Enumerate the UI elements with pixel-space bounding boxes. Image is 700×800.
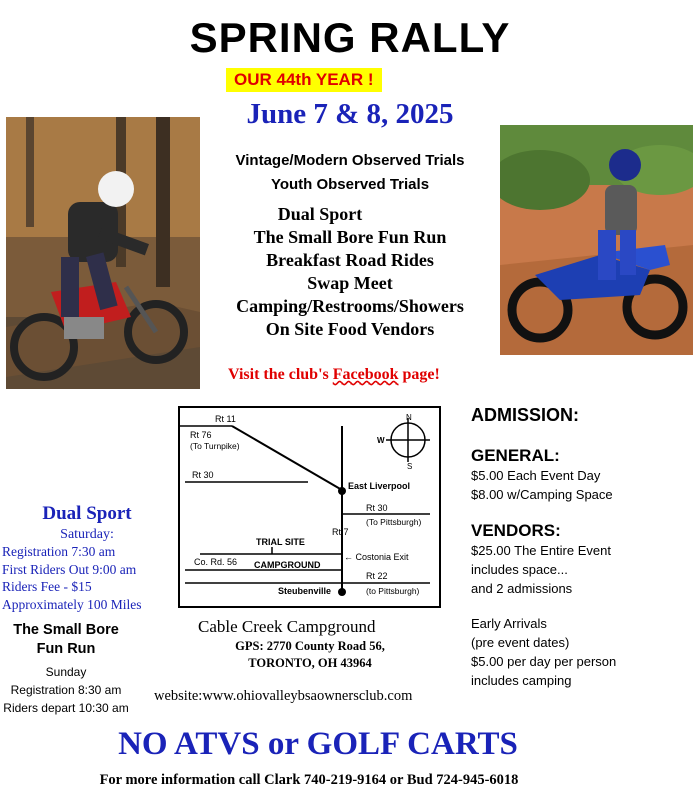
general-line: $8.00 w/Camping Space [471,487,613,502]
dual-sport-line: Registration 7:30 am [2,544,116,559]
compass-s: S [407,462,413,471]
event-item: Breakfast Road Rides [266,250,434,270]
small-bore-section [0,621,132,717]
small-bore-day: Sunday [45,665,87,679]
directions-map [178,406,441,608]
website-link[interactable]: website:www.ohiovalleybsaownersclub.com [154,688,413,704]
small-bore-line: Registration 8:30 am [10,683,122,697]
general-line: $5.00 Each Event Day [471,468,601,483]
early-line: Early Arrivals [471,616,547,631]
admission-heading: ADMISSION: [471,405,579,425]
trials-list [205,149,495,197]
compass-w: W [377,436,385,445]
vendors-line: includes space... [471,562,568,577]
anniversary-badge: OUR 44th YEAR ! [226,68,382,92]
early-line: includes camping [471,673,572,688]
map-rt11: Rt 11 [215,414,236,424]
compass-icon [377,413,430,471]
facebook-link[interactable]: Facebook [332,366,399,383]
map-rt22: Rt 22 [366,571,388,581]
event-item: Swap Meet [307,273,393,293]
dual-sport-line: Riders Fee - $15 [2,579,92,594]
admission-section [471,405,691,690]
map-costonia-exit-label: Costonia Exit [355,552,409,562]
dual-sport-line: Approximately 100 Miles [2,596,142,612]
map-costonia-exit: ← Costonia Exit [344,552,409,562]
map-trial-site: TRIAL SITE [256,537,305,547]
map-rt76: Rt 76 [190,430,212,440]
gps-line: GPS: 2770 County Road 56, [235,639,385,653]
dual-sport-day: Saturday: [60,527,114,542]
map-to-pittsburgh-2: (to Pittsburgh) [366,586,420,596]
city-line: TORONTO, OH 43964 [248,656,372,670]
dual-sport-line: First Riders Out 9:00 am [2,561,137,577]
events-list [200,203,500,341]
vendors-heading: VENDORS: [471,521,561,540]
map-rt7: Rt 7 [332,527,349,537]
facebook-prefix: Visit the club's [228,366,333,383]
trials-rider-photo [6,117,200,389]
dual-sport-section [2,503,172,613]
small-bore-heading: The Small Bore [13,622,119,638]
facebook-suffix: page! [398,366,440,383]
gps-address [205,638,415,672]
dual-sport-heading: Dual Sport [42,503,132,524]
facebook-line [228,366,440,384]
map-rt30-right: Rt 30 [366,503,388,513]
general-heading: GENERAL: [471,446,560,465]
no-atvs-notice: NO ATVS or GOLF CARTS [118,726,518,762]
map-campground: CAMPGROUND [254,560,321,570]
early-line: $5.00 per day per person [471,654,617,669]
trials-item: Youth Observed Trials [270,176,430,193]
vendors-line: $25.00 The Entire Event [471,543,611,558]
event-item: The Small Bore Fun Run [253,227,447,247]
contact-info: For more information call Clark 740-219-9164 or Bud 724-945-6018 [99,772,519,788]
map-to-pittsburgh-1: (To Pittsburgh) [366,517,422,527]
compass-n: N [406,413,412,422]
vendors-line: and 2 admissions [471,581,573,596]
event-dates: June 7 & 8, 2025 [246,98,454,130]
small-bore-line: Riders depart 10:30 am [3,701,129,715]
map-co-rd-56: Co. Rd. 56 [194,557,238,567]
event-item: Dual Sport [277,204,363,224]
early-line: (pre event dates) [471,635,570,650]
map-east-liverpool: East Liverpool [348,481,411,491]
dual-sport-rider-photo [500,125,693,355]
map-steubenville: Steubenville [278,586,332,596]
small-bore-heading-2: Fun Run [36,641,96,657]
event-item: On Site Food Vendors [265,319,435,339]
trials-item: Vintage/Modern Observed Trials [235,152,465,169]
page-title: SPRING RALLY [189,14,511,61]
map-to-turnpike: (To Turnpike) [190,441,240,451]
event-item: Camping/Restrooms/Showers [236,296,464,316]
map-rt30-left: Rt 30 [192,470,214,480]
campground-name: Cable Creek Campground [198,617,376,636]
